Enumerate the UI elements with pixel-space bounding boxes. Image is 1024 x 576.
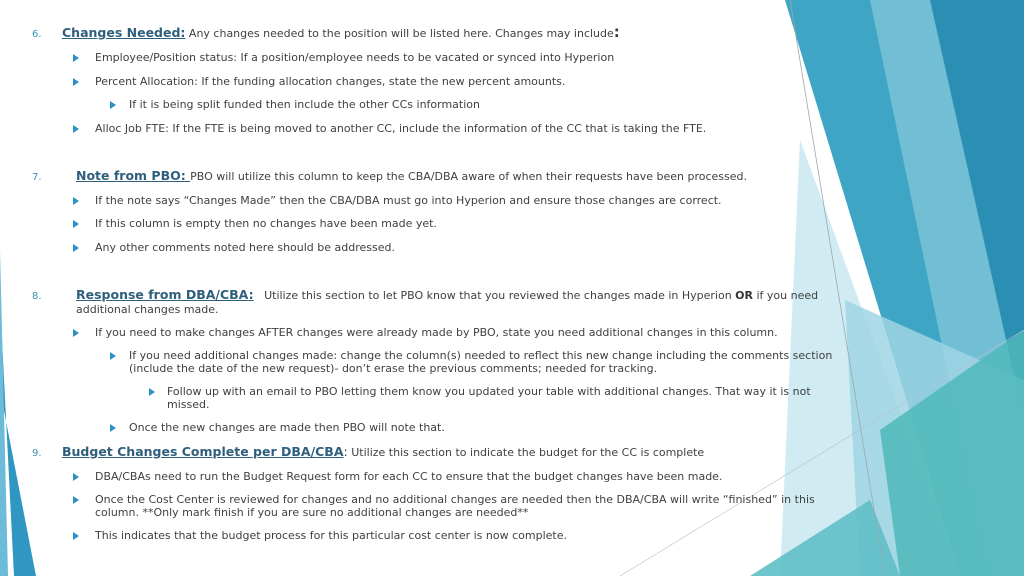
section-8-bullet-1: If you need to make changes AFTER changes were already made by PBO, state you need additional changes in this column.: [95, 326, 778, 339]
section-8-title-line: [76, 288, 818, 302]
section-6-intro: Any changes needed to the position will be listed here. Changes may include: [185, 27, 614, 40]
section-6-colon: :: [613, 23, 620, 41]
section-7-bullet-3: Any other comments noted here should be addressed.: [95, 241, 395, 254]
bullet-icon: [110, 424, 116, 432]
bullet-icon: [149, 388, 155, 396]
bullet-icon: [73, 473, 79, 481]
section-9-heading: Budget Changes Complete per DBA/CBA: [62, 444, 344, 459]
bullet-icon: [73, 244, 79, 252]
section-8-intro-a: Utilize this section to let PBO know that you reviewed the changes made in Hyperion: [264, 289, 736, 302]
section-7-bullet-1: If the note says “Changes Made” then the CBA/DBA must go into Hyperion and ensure those changes are correct.: [95, 194, 722, 207]
section-8-intro-line-2: additional changes made.: [76, 303, 219, 316]
section-8-heading: Response from DBA/CBA:: [76, 287, 254, 302]
section-number-7: 7.: [32, 172, 42, 183]
bullet-icon: [110, 352, 116, 360]
bullet-icon: [73, 125, 79, 133]
section-8-or: OR: [735, 289, 753, 302]
section-7-bullet-2: If this column is empty then no changes have been made yet.: [95, 217, 437, 230]
bullet-icon: [73, 78, 79, 86]
section-6-heading: Changes Needed:: [62, 25, 186, 40]
section-9-bullet-3: This indicates that the budget process for this particular cost center is now complete.: [95, 529, 567, 542]
section-7-intro: PBO will utilize this column to keep the CBA/DBA aware of when their requests have been processed.: [190, 170, 748, 183]
section-9-title-line: [62, 445, 704, 459]
section-8-subsubbullet-1: Follow up with an email to PBO letting them know you updated your table with additional changes. That way it is not: [167, 385, 811, 398]
section-number-8: 8.: [32, 291, 42, 302]
section-7-title-line: [76, 169, 747, 183]
section-9-bullet-2: Once the Cost Center is reviewed for changes and no additional changes are needed then the DBA/CBA will write “finished” in this: [95, 493, 815, 506]
section-9-bullet-2-cont: column. **Only mark finish if you are sure no additional changes are needed**: [95, 506, 529, 519]
section-9-colon: :: [343, 444, 348, 459]
section-8-subsubbullet-1-cont: missed.: [167, 398, 210, 411]
bullet-icon: [73, 220, 79, 228]
section-6-bullet-1: Employee/Position status: If a position/employee needs to be vacated or synced into Hyperion: [95, 51, 615, 64]
section-6-bullet-3: Alloc Job FTE: If the FTE is being moved to another CC, include the information of the CC that is taking the FTE.: [95, 122, 707, 135]
section-6-title-line: [62, 23, 620, 41]
bullet-icon: [73, 329, 79, 337]
bullet-icon: [73, 197, 79, 205]
section-8-subbullet-2: Once the new changes are made then PBO will note that.: [129, 421, 445, 434]
section-9-bullet-1: DBA/CBAs need to run the Budget Request form for each CC to ensure that the budget changes have been made.: [95, 470, 723, 483]
section-6-subbullet-1: If it is being split funded then include the other CCs information: [129, 98, 480, 111]
section-8-subbullet-1: If you need additional changes made: change the column(s) needed to reflect this new change including the comments section: [129, 349, 833, 362]
section-8-subbullet-1-cont: (include the date of the new request)- don’t erase the previous comments; needed for tracking.: [129, 362, 658, 375]
bullet-icon: [73, 532, 79, 540]
section-number-9: 9.: [32, 448, 42, 459]
section-6-bullet-2: Percent Allocation: If the funding allocation changes, state the new percent amounts.: [95, 75, 566, 88]
section-number-6: 6.: [32, 29, 42, 40]
section-7-heading: Note from PBO:: [76, 168, 191, 183]
bullet-icon: [73, 54, 79, 62]
bullet-icon: [110, 101, 116, 109]
section-9-intro: Utilize this section to indicate the budget for the CC is complete: [347, 446, 705, 459]
bullet-icon: [73, 496, 79, 504]
section-8-intro-b: if you need: [753, 289, 819, 302]
